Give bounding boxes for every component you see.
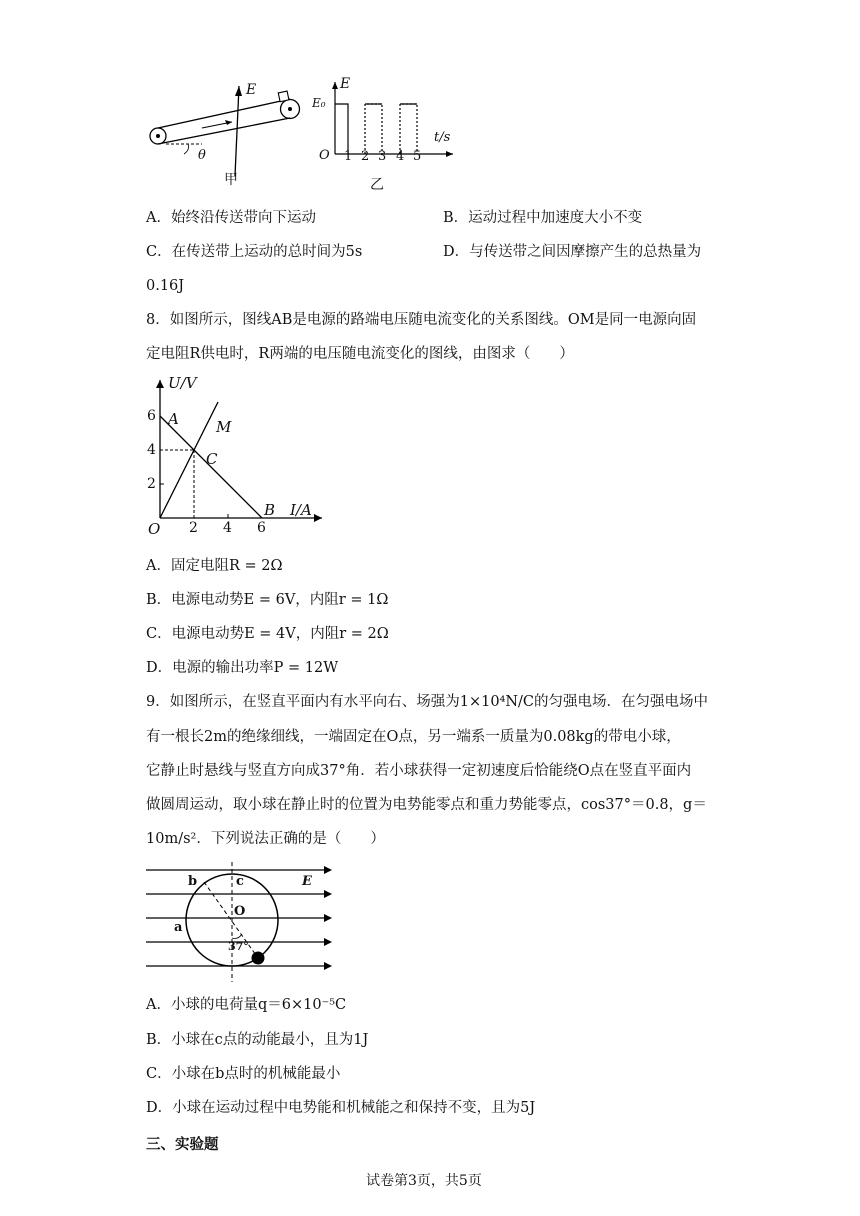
point-label-c: C — [206, 450, 218, 468]
q9-option-c: C．小球在b点时的机械能最小 — [146, 1066, 341, 1082]
section-title: 三、实验题 — [146, 1136, 219, 1153]
q9-option-a: A．小球的电荷量q＝6×10⁻⁵C — [146, 997, 347, 1013]
page-footer: 试卷第3页，共5页 — [366, 1173, 482, 1189]
axis-label-t: t/s — [434, 130, 451, 145]
x-tick-label: 6 — [257, 520, 266, 536]
q8-option-c: C．电源电动势E = 4V，内阻r = 2Ω — [146, 626, 389, 642]
q8-stem-line-1: 8．如图所示，图线AB是电源的路端电压随电流变化的关系图线。OM是同一电源向固 — [146, 312, 697, 328]
q7-option-c: C．在传送带上运动的总时间为5s — [146, 244, 363, 260]
figure-caption-jia: 甲 — [224, 172, 238, 188]
point-label-c: c — [236, 874, 244, 889]
q9-stem-line-5: 10m/s²．下列说法正确的是（ ） — [146, 831, 385, 847]
q8-stem-line-2: 定电阻R供电时，R两端的电压随电流变化的图线，由图求（ ） — [146, 346, 574, 362]
x-tick-label: 2 — [189, 520, 198, 536]
q7-option-a: A．始终沿传送带向下运动 — [146, 210, 316, 226]
x-tick-label: 4 — [223, 520, 232, 536]
field-time-figure — [310, 74, 460, 194]
x-axis-label: I/A — [290, 501, 312, 519]
q9-option-b: B．小球在c点的动能最小，且为1J — [146, 1032, 369, 1048]
q7-option-d-continued: 0.16J — [146, 278, 185, 294]
y-axis-label: U/V — [168, 374, 197, 392]
tick-label: 3 — [378, 149, 387, 164]
tick-label: 4 — [396, 149, 405, 164]
y-tick-label: 6 — [147, 408, 156, 424]
field-label-e: E — [246, 82, 257, 98]
q9-stem-line-3: 它静止时悬线与竖直方向成37°角．若小球获得一定初速度后恰能绕O点在竖直平面内 — [146, 763, 692, 779]
q9-stem-line-1: 9．如图所示，在竖直平面内有水平向右、场强为1×10⁴N/C的匀强电场．在匀强电场中 — [146, 694, 709, 710]
q8-option-b: B．电源电动势E = 6V，内阻r = 1Ω — [146, 592, 389, 608]
q8-option-a: A．固定电阻R = 2Ω — [146, 558, 283, 574]
y-tick-label: 2 — [147, 476, 156, 492]
tick-label: 2 — [361, 149, 370, 164]
tick-label: 1 — [344, 149, 353, 164]
level-label-e0: E₀ — [312, 96, 326, 110]
q7-option-b: B．运动过程中加速度大小不变 — [443, 210, 643, 226]
axis-label-e: E — [340, 76, 351, 92]
point-label-b: b — [188, 874, 198, 889]
voltage-current-chart — [140, 374, 330, 544]
origin-label: O — [148, 520, 161, 538]
point-label-m: M — [216, 418, 232, 436]
conveyor-figure — [140, 78, 310, 188]
figure-caption-yi: 乙 — [370, 177, 384, 193]
circular-motion-figure — [144, 858, 336, 984]
y-tick-label: 4 — [147, 442, 156, 458]
point-label-a: a — [174, 920, 183, 935]
origin-label: O — [319, 148, 330, 163]
angle-label-theta: θ — [198, 148, 206, 163]
center-label-o: O — [234, 904, 246, 919]
point-label-b: B — [264, 501, 276, 519]
angle-label: 37° — [228, 940, 249, 953]
q8-option-d: D．电源的输出功率P = 12W — [146, 660, 339, 676]
q9-stem-line-4: 做圆周运动，取小球在静止时的位置为电势能零点和重力势能零点，cos37°＝0.8，g＝ — [146, 797, 707, 813]
q9-option-d: D．小球在运动过程中电势能和机械能之和保持不变，且为5J — [146, 1100, 536, 1116]
tick-label: 5 — [413, 149, 422, 164]
field-label-e: E — [302, 874, 312, 889]
q7-option-d: D．与传送带之间因摩擦产生的总热量为 — [443, 244, 702, 260]
q9-stem-line-2: 有一根长2m的绝缘细线，一端固定在O点，另一端系一质量为0.08kg的带电小球， — [146, 729, 681, 745]
point-label-a: A — [168, 410, 179, 428]
